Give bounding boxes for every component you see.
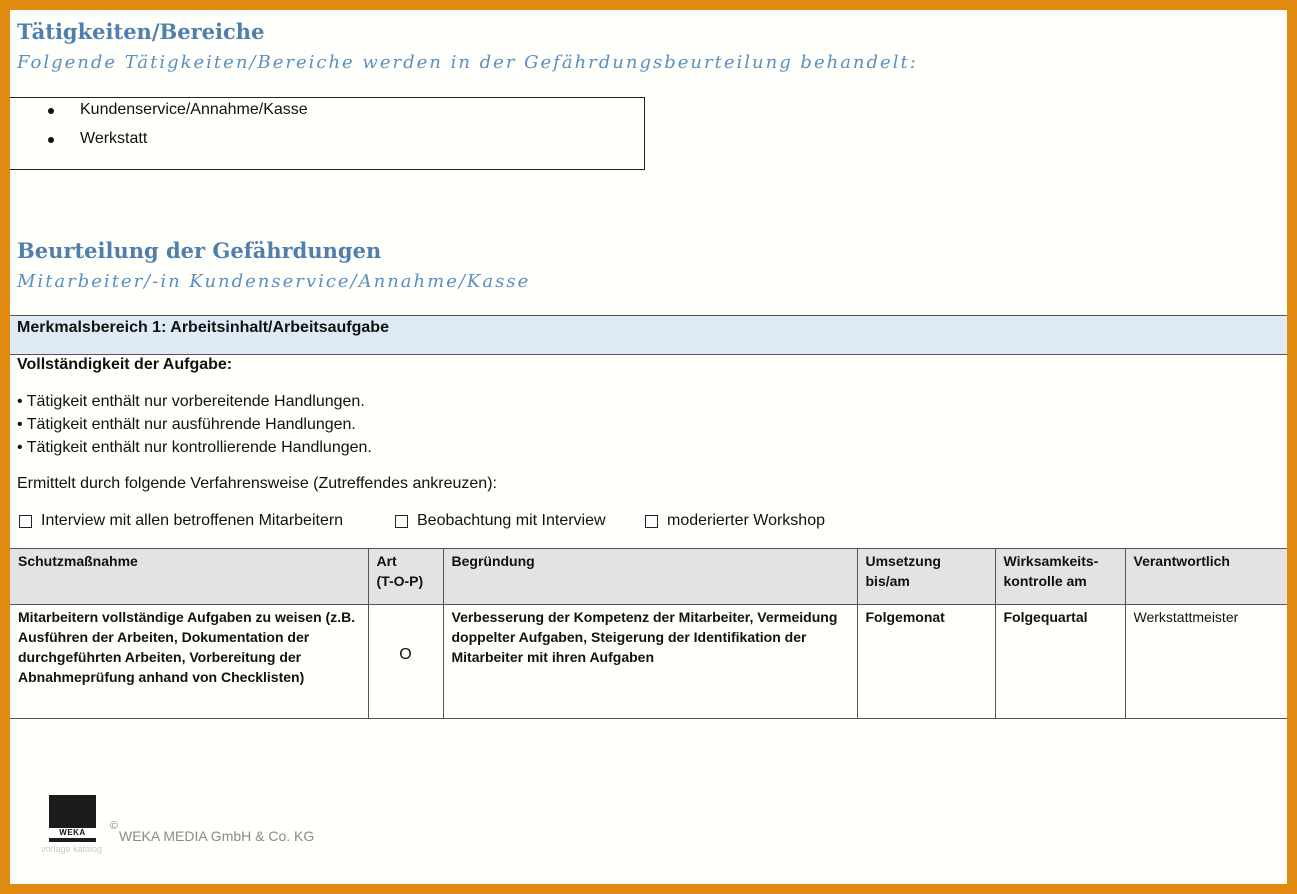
criterion-line: • Tätigkeit enthält nur vorbereitende Handlungen. bbox=[17, 393, 365, 410]
cell-implementation: Folgemonat bbox=[857, 605, 995, 719]
logo-text: WEKA bbox=[59, 828, 86, 837]
activities-box bbox=[10, 97, 645, 170]
section-title-beurteilung: Beurteilung der Gefährdungen bbox=[17, 238, 382, 263]
header-implementation: Umsetzung bis/am bbox=[857, 549, 995, 605]
feature-area-label: Merkmalsbereich 1: Arbeitsinhalt/Arbeitsaufgabe bbox=[17, 319, 389, 336]
cell-type: O bbox=[368, 605, 443, 719]
logo-caption: vorlage katalog bbox=[41, 844, 103, 854]
checkbox-label: moderierter Workshop bbox=[667, 512, 825, 529]
list-item-label: Werkstatt bbox=[80, 130, 148, 147]
company-name: WEKA MEDIA GmbH & Co. KG bbox=[119, 828, 315, 844]
section-subtitle-taetigkeiten: Folgende Tätigkeiten/Bereiche werden in der Gefährdungsbeurteilung behandelt: bbox=[17, 52, 918, 73]
table-row bbox=[10, 605, 1287, 719]
checkbox-label: Beobachtung mit Interview bbox=[417, 512, 606, 529]
cell-effectiveness: Folgequartal bbox=[995, 605, 1125, 719]
method-prompt: Ermittelt durch folgende Verfahrensweise (Zutreffendes ankreuzen): bbox=[17, 475, 497, 492]
table-header-row bbox=[10, 549, 1287, 605]
criterion-line: • Tätigkeit enthält nur kontrollierende Handlungen. bbox=[17, 439, 372, 456]
header-responsible: Verantwortlich bbox=[1125, 549, 1287, 605]
feature-area-band bbox=[10, 315, 1287, 355]
section-title-taetigkeiten: Tätigkeiten/Bereiche bbox=[17, 19, 265, 44]
copyright-symbol: © bbox=[110, 820, 119, 832]
header-measure: Schutzmaßnahme bbox=[10, 549, 368, 605]
criterion-line: • Tätigkeit enthält nur ausführende Handlungen. bbox=[17, 416, 356, 433]
cell-measure: Mitarbeitern vollständige Aufgaben zu weisen (z.B. Ausführen der Arbeiten, Dokumentation der durchgeführten Arbeiten, Vorbereitung der Abnahmeprüfung anhand von Checklisten) bbox=[10, 605, 368, 719]
checkbox-icon[interactable] bbox=[395, 515, 408, 528]
bullet-icon bbox=[48, 108, 54, 114]
checkbox-icon[interactable] bbox=[645, 515, 658, 528]
document-page bbox=[10, 10, 1287, 884]
weka-logo bbox=[49, 795, 96, 842]
bullet-icon bbox=[48, 137, 54, 143]
checkbox-icon[interactable] bbox=[19, 515, 32, 528]
checkbox-label: Interview mit allen betroffenen Mitarbeitern bbox=[41, 512, 344, 529]
cell-responsible: Werkstattmeister bbox=[1125, 605, 1287, 719]
measures-table bbox=[10, 548, 1287, 719]
header-effectiveness: Wirksamkeits- kontrolle am bbox=[995, 549, 1125, 605]
list-item-label: Kundenservice/Annahme/Kasse bbox=[80, 101, 308, 118]
header-reason: Begründung bbox=[443, 549, 857, 605]
cell-reason: Verbesserung der Kompetenz der Mitarbeiter, Vermeidung doppelter Aufgaben, Steigerung der Identifikation der Mitarbeiter mit ihren Aufgaben bbox=[443, 605, 857, 719]
header-type: Art (T-O-P) bbox=[368, 549, 443, 605]
completeness-heading: Vollständigkeit der Aufgabe: bbox=[17, 356, 233, 373]
section-subtitle-role: Mitarbeiter/-in Kundenservice/Annahme/Kasse bbox=[17, 271, 531, 292]
